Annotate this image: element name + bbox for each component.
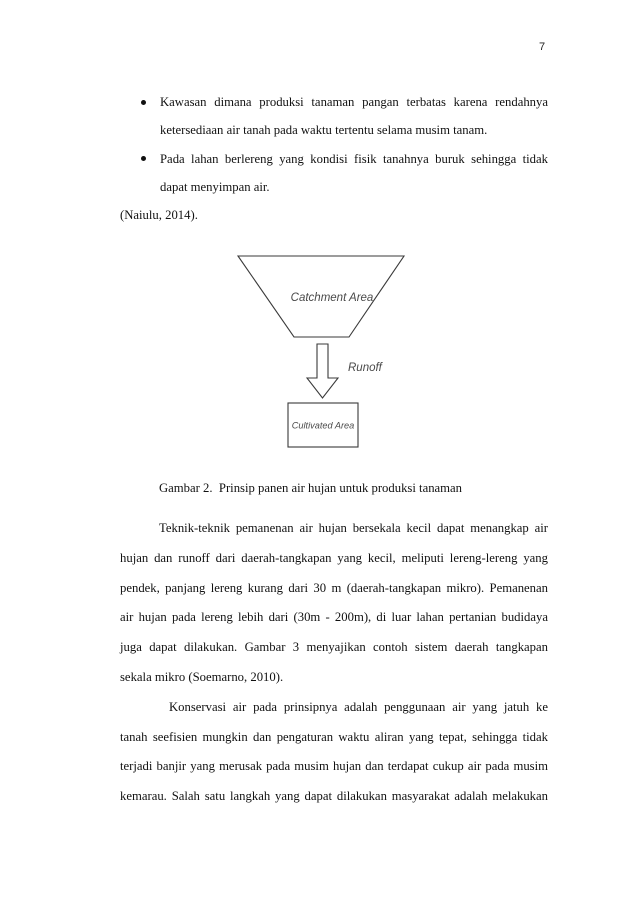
text-line: air hujan pada lereng lebih dari (30m - 200m), di luar lahan pertanian budidaya [120,610,548,625]
text-line: Pada lahan berlereng yang kondisi fisik tanahnya buruk sehingga tidak [160,151,548,166]
bullet-list [120,88,548,229]
cultivated-area-label: Cultivated Area [291,420,355,431]
catchment-area-label: Catchment Area [290,292,374,304]
list-item [120,88,548,145]
paragraph [120,693,548,812]
page-number: 7 [539,41,546,53]
text-line: kemarau. Salah satu langkah yang dapat dilakukan masyarakat adalah melakukan [120,789,548,804]
runoff-arrow-icon [307,344,338,398]
text-line: terjadi banjir yang merusak pada musim hujan dan terdapat cukup air pada musim [120,759,548,774]
figure-caption: Gambar 2. Prinsip panen air hujan untuk produksi tanaman [159,481,463,495]
text-line: pendek, panjang lereng kurang dari 30 m (daerah-tangkapan mikro). Pemanenan [120,580,548,595]
text-line: Kawasan dimana produksi tanaman pangan terbatas karena rendahnya [160,95,548,109]
text-line: tanah seefisien mungkin dan pengaturan waktu aliran yang tepat, sehingga tidak [120,729,548,744]
list-item [120,145,548,202]
runoff-label: Runoff [348,362,382,374]
text-line: juga dapat dilakukan. Gambar 3 menyajikan contoh sistem daerah tangkapan [120,640,548,655]
text-line: dapat menyimpan air. [160,179,270,194]
citation: (Naiulu, 2014). [120,208,198,223]
text-line: Teknik-teknik pemanenan air hujan bersekala kecil dapat menangkap air [159,521,548,536]
bullet-icon [141,100,146,105]
water-harvesting-diagram [230,248,420,454]
text-line: ketersediaan air tanah pada waktu tertentu selama musim tanam. [160,123,488,138]
paragraph [120,514,548,693]
text-line: hujan dan runoff dari daerah-tangkapan yang kecil, meliputi lereng-lereng yang [120,550,548,565]
bullet-icon [141,156,146,161]
body-text [120,514,548,812]
text-line: Konservasi air pada prinsipnya adalah penggunaan air yang jatuh ke [169,699,548,714]
text-line: sekala mikro (Soemarno, 2010). [120,670,284,685]
